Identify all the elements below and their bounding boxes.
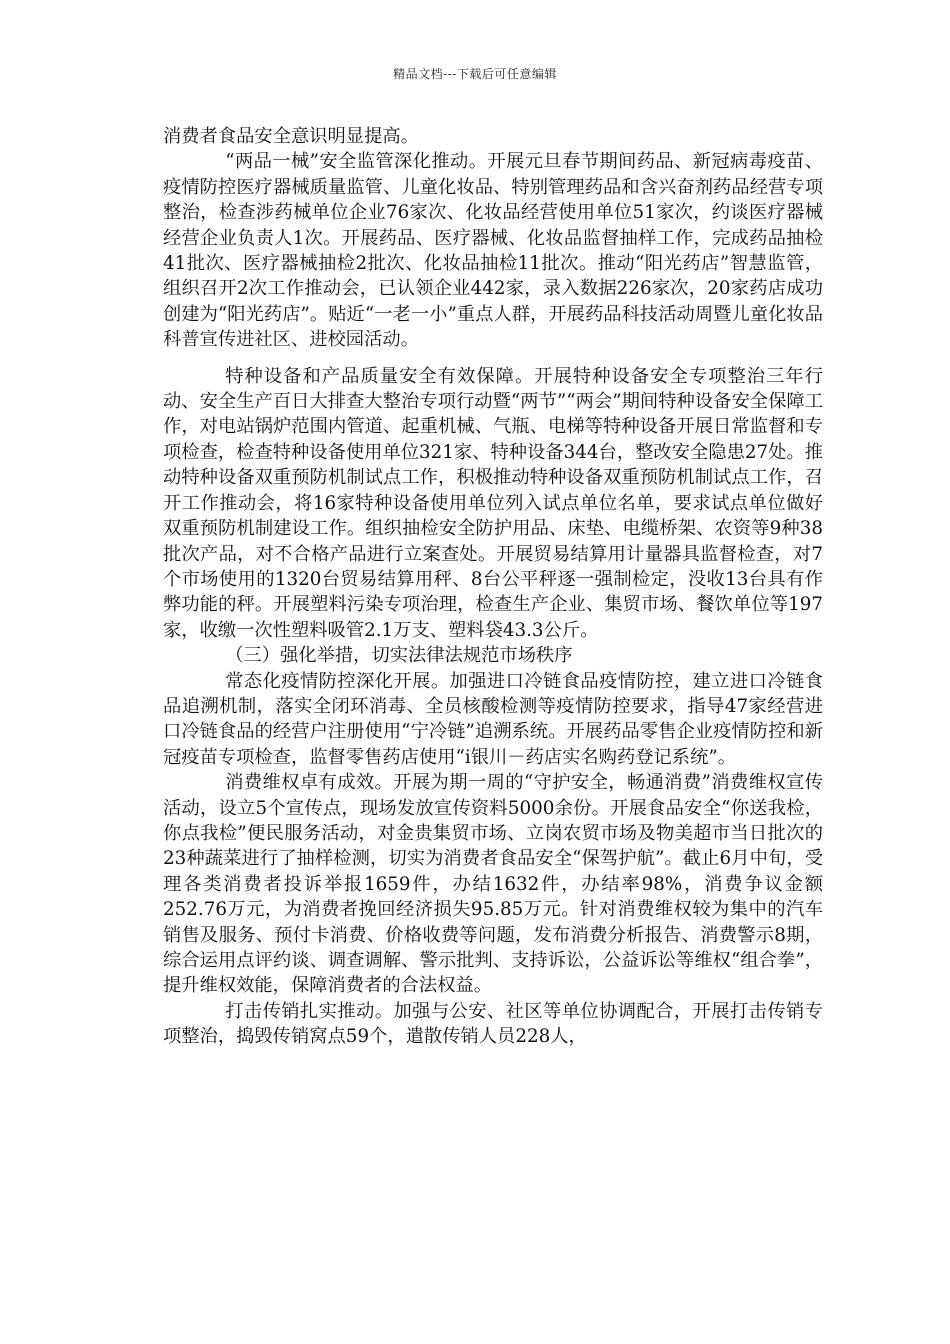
page-header: 精品文档---下载后可任意编辑	[393, 67, 557, 81]
paragraph-special-equipment: 特种设备和产品质量安全有效保障。开展特种设备安全专项整治三年行动、安全生产百日大排查大整治专项行动暨“两节”“两会”期间特种设备安全保障工作，对电站锅炉范围内管道、起重机械、气瓶、电梯等特种设备开展日常监督和专项检查，检查特种设备使用单位321家、特种设备344台，整改安全隐患27处。推动特种设备双重预防机制试点工作，积极推动特种设备双重预防机制试点工作，召开工作推动会，将16家特种设备使用单位列入试点单位名单，要求试点单位做好双重预防机制建设工作。组织抽检安全防护用品、床垫、电缆桥架、农资等9种38批次产品，对不合格产品进行立案查处。开展贸易结算用计量器具监督检查，对7个市场使用的1320台贸易结算用秤、8台公平秤逐一强制检定，没收13台具有作弊功能的秤。开展塑料污染专项治理，检查生产企业、集贸市场、餐饮单位等197家，收缴一次性塑料吸管2.1万支、塑料袋43.3公斤。	[163, 365, 823, 641]
paragraph-food-safety-awareness: 消费者食品安全意识明显提高。	[163, 126, 419, 147]
paragraph-consumer-rights: 消费维权卓有成效。开展为期一周的“守护安全，畅通消费”消费维权宣传活动，设立5个宣传点，现场发放宣传资料5000余份。开展食品安全“你送我检，你点我检”便民服务活动，对金贵集贸市场、立岗农贸市场及物美超市当日批次的23种蔬菜进行了抽样检测，切实为消费者食品安全“保驾护航”。截止6月中旬，受理各类消费者投诉举报1659件，办结1632件，办结率98%，消费争议金额252.76万元，为消费者挽回经济损失95.85万元。针对消费维权较为集中的汽车销售及服务、预付卡消费、价格收费等问题，发布消费分析报告、消费警示8期，综合运用点评约谈、调查调解、警示批判、支持诉讼，公益诉讼等维权“组合拳”，提升维权效能，保障消费者的合法权益。	[163, 772, 823, 997]
paragraph-drugs-devices-cosmetics: “两品一械”安全监管深化推动。开展元旦春节期间药品、新冠病毒疫苗、疫情防控医疗器械质量监管、儿童化妆品、特别管理药品和含兴奋剂药品经营专项整治，检查涉药械单位企业76家次、化妆品经营使用单位51家次，约谈医疗器械经营企业负责人1次。开展药品、医疗器械、化妆品监督抽样工作，完成药品抽检41批次、医疗器械抽检2批次、化妆品抽检11批次。推动“阳光药店”智慧监管，组织召开2次工作推动会，已认领企业442家，录入数据226家次，20家药店成功创建为“阳光药店”。贴近“一老一小”重点人群，开展药品科技活动周暨儿童化妆品科普宣传进社区、进校园活动。	[163, 151, 823, 351]
paragraph-anti-pyramid-selling: 打击传销扎实推动。加强与公安、社区等单位协调配合，开展打击传销专项整治，捣毁传销窝点59个，遣散传销人员228人，	[163, 1000, 823, 1048]
paragraph-epidemic-prevention: 常态化疫情防控深化开展。加强进口冷链食品疫情防控，建立进口冷链食品追溯机制，落实全闭环消毒、全员核酸检测等疫情防控要求，指导47家经营进口冷链食品的经营户注册使用“宁冷链”追溯系统。开展药品零售企业疫情防控和新冠疫苗专项检查，监督零售药店使用“i银川－药店实名购药登记系统”。	[163, 670, 823, 768]
document-body	[163, 124, 823, 1050]
section-heading-three: （三）强化举措，切实法律法规范市场秩序	[225, 645, 573, 667]
